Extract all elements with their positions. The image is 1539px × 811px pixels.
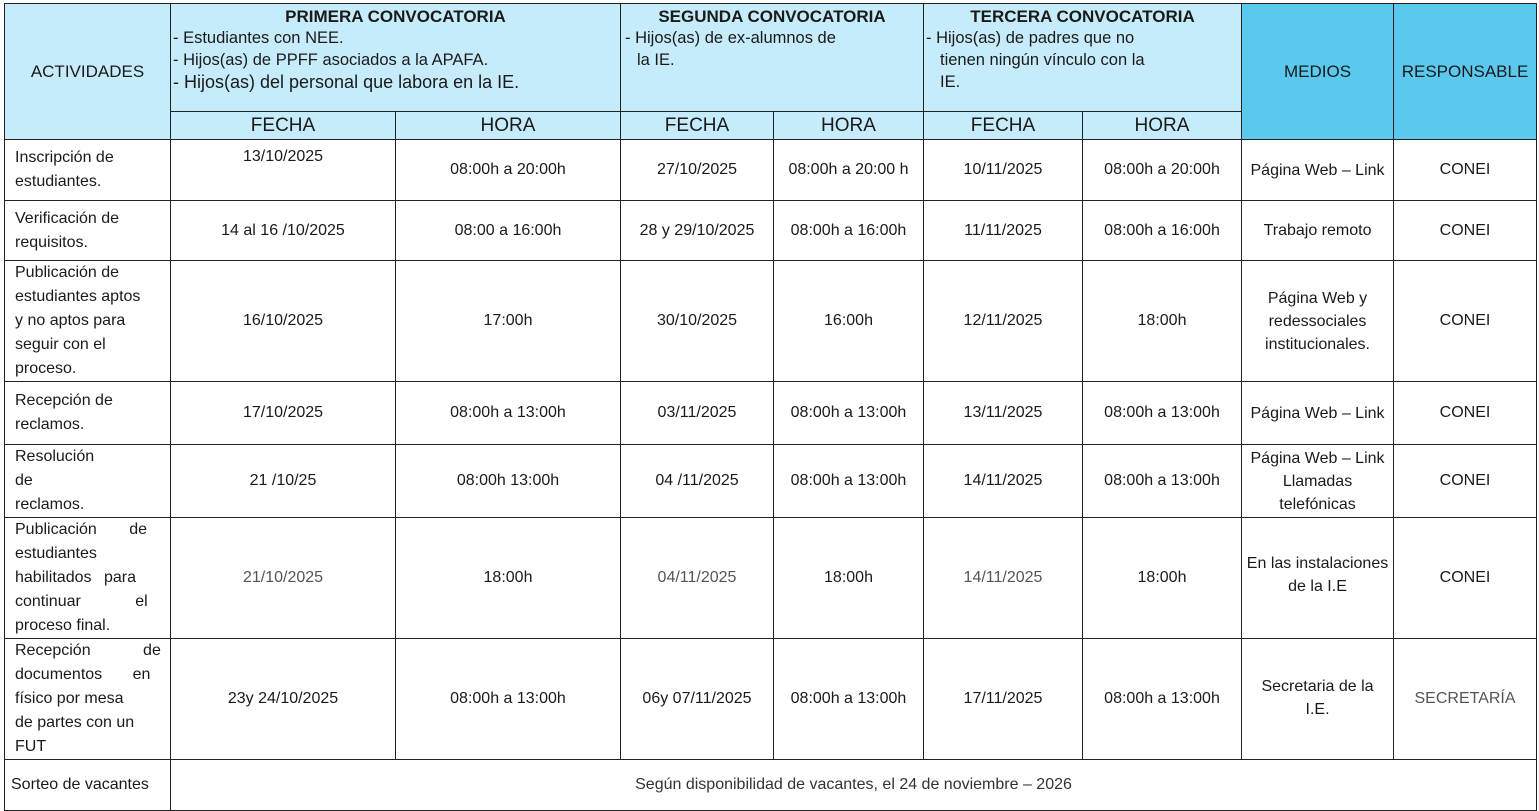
header-fecha-3: FECHA bbox=[924, 112, 1083, 140]
table-row bbox=[5, 518, 1537, 639]
fecha-cell: 10/11/2025 bbox=[924, 140, 1083, 201]
fecha-cell: 04 /11/2025 bbox=[621, 445, 774, 518]
medios-cell bbox=[1242, 201, 1394, 261]
fecha-cell: 17/11/2025 bbox=[924, 639, 1083, 760]
header-hora-3: HORA bbox=[1083, 112, 1242, 140]
activity-cell bbox=[5, 518, 171, 639]
tercera-line: IE. bbox=[940, 73, 961, 91]
header-responsable: RESPONSABLE bbox=[1394, 4, 1537, 140]
activity-line: Verificación de bbox=[15, 209, 120, 227]
activity-line: Publicación de bbox=[15, 521, 148, 538]
primera-line: - Hijos(as) de PPFF asociados a la APAFA. bbox=[173, 51, 489, 69]
hora-cell: 08:00h a 20:00 h bbox=[774, 140, 924, 201]
fecha-cell: 30/10/2025 bbox=[621, 261, 774, 382]
hora-cell: 08:00h a 13:00h bbox=[1083, 382, 1242, 445]
hora-cell: 08:00h a 20:00h bbox=[1083, 140, 1242, 201]
activity-line: proceso. bbox=[15, 360, 77, 377]
segunda-line: la IE. bbox=[637, 51, 675, 69]
activity-line: Recepción de bbox=[15, 642, 161, 659]
medios-line: Página Web – Link bbox=[1250, 449, 1385, 467]
medios-cell bbox=[1242, 518, 1394, 639]
header-hora-2: HORA bbox=[774, 112, 924, 140]
medios-line: I.E. bbox=[1305, 701, 1330, 718]
schedule-table bbox=[4, 3, 1537, 811]
activity-line: reclamos. bbox=[15, 416, 85, 433]
header-tercera-convocatoria bbox=[924, 4, 1242, 112]
hora-cell: 18:00h bbox=[774, 518, 924, 639]
fecha-cell: 23y 24/10/2025 bbox=[171, 639, 396, 760]
medios-line: telefónicas bbox=[1279, 495, 1356, 513]
activity-line: estudiantes bbox=[15, 545, 97, 562]
header-hora-1: HORA bbox=[396, 112, 621, 140]
tercera-line: - Hijos(as) de padres que no bbox=[926, 29, 1135, 47]
table-row bbox=[5, 382, 1537, 445]
activity-line: Resolución de bbox=[15, 448, 95, 489]
activity-line: Inscripción de bbox=[15, 149, 114, 166]
medios-line: Página Web – Link bbox=[1250, 404, 1385, 422]
activity-line: reclamos. bbox=[15, 496, 85, 513]
table-row bbox=[5, 639, 1537, 760]
fecha-cell: 12/11/2025 bbox=[924, 261, 1083, 382]
medios-cell bbox=[1242, 140, 1394, 201]
fecha-cell: 11/11/2025 bbox=[924, 201, 1083, 261]
responsable-cell: CONEI bbox=[1394, 445, 1537, 518]
activity-cell bbox=[5, 445, 171, 518]
activity-line: de partes con un bbox=[15, 714, 135, 731]
hora-cell: 08:00h a 13:00h bbox=[1083, 445, 1242, 518]
hora-cell: 08:00h a 16:00h bbox=[1083, 201, 1242, 261]
fecha-cell: 14/11/2025 bbox=[924, 518, 1083, 639]
tercera-line: tienen ningún vínculo con la bbox=[940, 51, 1145, 69]
primera-title: PRIMERA CONVOCATORIA bbox=[285, 7, 506, 26]
hora-cell: 17:00h bbox=[396, 261, 621, 382]
sorteo-text: Según disponibilidad de vacantes, el 24 de noviembre – 2026 bbox=[171, 760, 1537, 811]
hora-cell: 08:00h a 13:00h bbox=[774, 639, 924, 760]
fecha-cell: 03/11/2025 bbox=[621, 382, 774, 445]
medios-cell bbox=[1242, 445, 1394, 518]
hora-cell: 08:00 a 16:00h bbox=[396, 201, 621, 261]
activity-line: requisitos. bbox=[15, 233, 88, 251]
medios-line: Trabajo remoto bbox=[1263, 222, 1372, 239]
hora-cell: 16:00h bbox=[774, 261, 924, 382]
activity-cell bbox=[5, 140, 171, 201]
hora-cell: 08:00h a 16:00h bbox=[774, 201, 924, 261]
header-actividades: ACTIVIDADES bbox=[5, 4, 171, 140]
hora-cell: 08:00h 13:00h bbox=[396, 445, 621, 518]
activity-line: Recepción de bbox=[15, 392, 113, 409]
activity-line: documentos en bbox=[15, 666, 151, 683]
table-row bbox=[5, 261, 1537, 382]
responsable-cell: CONEI bbox=[1394, 140, 1537, 201]
fecha-cell: 13/10/2025 bbox=[171, 140, 396, 201]
fecha-cell: 14/11/2025 bbox=[924, 445, 1083, 518]
hora-cell: 08:00h a 13:00h bbox=[396, 639, 621, 760]
responsable-cell: SECRETARÍA bbox=[1394, 639, 1537, 760]
header-primera-convocatoria bbox=[171, 4, 621, 112]
activity-line: físico por mesa bbox=[15, 690, 124, 707]
medios-line: institucionales. bbox=[1265, 335, 1370, 353]
hora-cell: 08:00h a 13:00h bbox=[396, 382, 621, 445]
header-segunda-convocatoria bbox=[621, 4, 924, 112]
activity-line: estudiantes. bbox=[15, 173, 102, 190]
primera-line: - Estudiantes con NEE. bbox=[173, 29, 344, 47]
activity-cell: Sorteo de vacantes bbox=[5, 760, 171, 811]
table-row bbox=[5, 201, 1537, 261]
segunda-title: SEGUNDA CONVOCATORIA bbox=[658, 7, 886, 26]
activity-cell bbox=[5, 261, 171, 382]
medios-line: Página Web y bbox=[1267, 289, 1368, 307]
hora-cell: 08:00h a 13:00h bbox=[1083, 639, 1242, 760]
activity-line: estudiantes aptos bbox=[15, 288, 141, 305]
activity-line: proceso final. bbox=[15, 617, 111, 634]
fecha-cell: 21 /10/25 bbox=[171, 445, 396, 518]
medios-line: Secretaria de la bbox=[1261, 678, 1374, 695]
fecha-cell: 04/11/2025 bbox=[621, 518, 774, 639]
responsable-cell: CONEI bbox=[1394, 518, 1537, 639]
fecha-cell: 27/10/2025 bbox=[621, 140, 774, 201]
activity-cell bbox=[5, 639, 171, 760]
fecha-cell: 21/10/2025 bbox=[171, 518, 396, 639]
activity-line: FUT bbox=[15, 738, 47, 755]
medios-line: En las instalaciones bbox=[1246, 555, 1389, 572]
tercera-title: TERCERA CONVOCATORIA bbox=[970, 7, 1195, 26]
hora-cell: 08:00h a 13:00h bbox=[774, 445, 924, 518]
fecha-cell: 13/11/2025 bbox=[924, 382, 1083, 445]
activity-cell bbox=[5, 201, 171, 261]
fecha-cell: 16/10/2025 bbox=[171, 261, 396, 382]
table-row bbox=[5, 760, 1537, 811]
hora-cell: 18:00h bbox=[396, 518, 621, 639]
medios-cell bbox=[1242, 382, 1394, 445]
activity-line: habilitados para bbox=[15, 569, 136, 586]
responsable-cell: CONEI bbox=[1394, 261, 1537, 382]
medios-cell bbox=[1242, 261, 1394, 382]
table-row bbox=[5, 140, 1537, 201]
activity-line: seguir con el bbox=[15, 336, 106, 353]
hora-cell: 18:00h bbox=[1083, 518, 1242, 639]
hora-cell: 08:00h a 20:00h bbox=[396, 140, 621, 201]
medios-line: Llamadas bbox=[1282, 472, 1353, 490]
header-fecha-1: FECHA bbox=[171, 112, 396, 140]
medios-line: redessociales bbox=[1268, 312, 1367, 330]
primera-line: - Hijos(as) del personal que labora en la IE. bbox=[173, 72, 520, 92]
medios-line: Página Web – Link bbox=[1250, 161, 1385, 179]
header-medios: MEDIOS bbox=[1242, 4, 1394, 140]
hora-cell: 08:00h a 13:00h bbox=[774, 382, 924, 445]
hora-cell: 18:00h bbox=[1083, 261, 1242, 382]
responsable-cell: CONEI bbox=[1394, 201, 1537, 261]
fecha-cell: 17/10/2025 bbox=[171, 382, 396, 445]
medios-line: de la I.E bbox=[1288, 578, 1347, 595]
responsable-cell: CONEI bbox=[1394, 382, 1537, 445]
fecha-cell: 14 al 16 /10/2025 bbox=[171, 201, 396, 261]
activity-cell bbox=[5, 382, 171, 445]
activity-line: continuar el bbox=[15, 593, 148, 610]
medios-cell bbox=[1242, 639, 1394, 760]
activity-line: Publicación de bbox=[15, 264, 120, 281]
fecha-cell: 06y 07/11/2025 bbox=[621, 639, 774, 760]
header-fecha-2: FECHA bbox=[621, 112, 774, 140]
table-row bbox=[5, 445, 1537, 518]
fecha-cell: 28 y 29/10/2025 bbox=[621, 201, 774, 261]
activity-line: y no aptos para bbox=[15, 312, 126, 329]
segunda-line: - Hijos(as) de ex-alumnos de bbox=[625, 29, 836, 47]
